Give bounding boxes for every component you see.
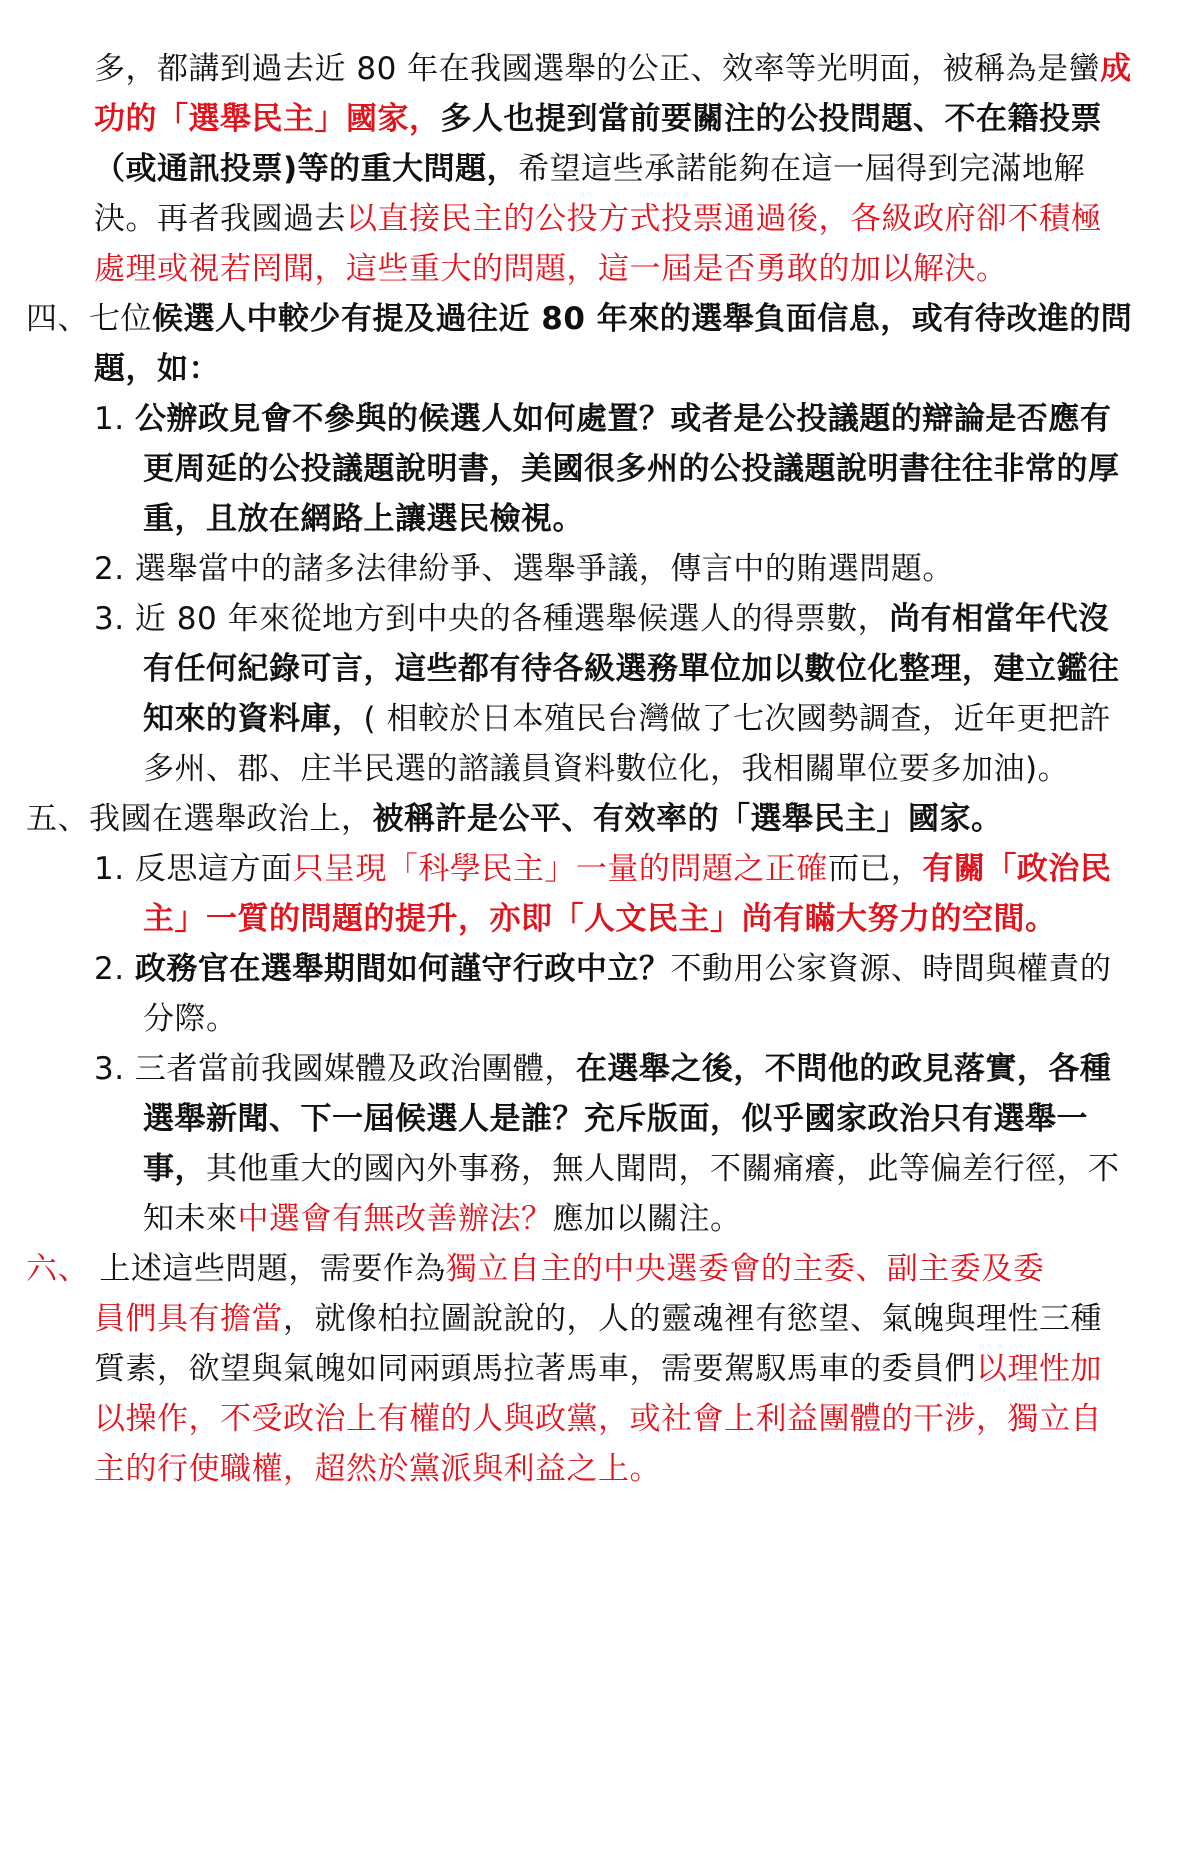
text-line — [94, 1444, 661, 1494]
body-text: 重，且放在網路上讓選民檢視。 — [143, 501, 584, 537]
body-text: ( 相較於日本殖民台灣做了七次國勢調查，近年更把許 — [363, 701, 1111, 737]
text-line — [143, 444, 1120, 494]
body-text: 有任何紀錄可言，這些都有待各級選務單位加以數位化整理，建立鑑往 — [143, 651, 1120, 687]
text-line — [143, 644, 1120, 694]
body-text: 2. 選舉當中的諸多法律紛爭、選舉爭議，傳言中的賄選問題。 — [94, 551, 954, 587]
body-text: 知未來 — [143, 1201, 238, 1237]
highlighted-text: 功的「選舉民主」國家， — [94, 101, 441, 137]
body-text: （或通訊投票)等的重大問題， — [94, 151, 519, 187]
highlighted-text: 以直接民主的公投方式投票通過後，各級政府卻不積極 — [346, 201, 1102, 237]
text-line — [94, 344, 220, 394]
body-text: 多人也提到當前要關注的公投問題、不在籍投票 — [440, 101, 1102, 137]
body-text: 分際。 — [143, 1001, 238, 1037]
text-line — [94, 244, 1008, 294]
text-line — [143, 894, 1057, 944]
body-text: 被稱許是公平、有效率的「選舉民主」國家。 — [372, 801, 1003, 837]
text-line — [94, 44, 1132, 94]
body-text: 多州、郡、庄半民選的諮議員資料數位化，我相關單位要多加油)。 — [143, 751, 1070, 787]
highlighted-text: 獨立自主的中央選委會的主委、副主委及委 — [445, 1251, 1045, 1287]
body-text: 在選舉之後，不問他的政見落實，各種 — [575, 1051, 1112, 1087]
text-line — [94, 1294, 1102, 1344]
text-line — [143, 1094, 1088, 1144]
body-text: 3. 三者當前我國媒體及政治團體， — [94, 1051, 576, 1087]
highlighted-text: 以操作，不受政治上有權的人與政黨，或社會上利益團體的干涉，獨立自 — [94, 1401, 1102, 1437]
body-text: 尚有相當年代沒 — [889, 601, 1110, 637]
text-line — [94, 1044, 1111, 1094]
text-line — [94, 594, 1110, 644]
body-text: 不動用公家資源、時間與權責的 — [670, 951, 1112, 987]
body-text: 知來的資料庫， — [143, 701, 364, 737]
body-text: 1. — [94, 401, 135, 437]
highlighted-text: 只呈現「科學民主」一量的問題之正確 — [292, 851, 828, 887]
highlighted-text: 主」一質的問題的提升，亦即「人文民主」尚有瞞大努力的空間。 — [143, 901, 1057, 937]
highlighted-text: 員們具有擔當 — [94, 1301, 283, 1337]
body-text: 公辦政見會不參與的候選人如何處置？或者是公投議題的辯論是否應有 — [134, 401, 1112, 437]
text-line — [94, 1344, 1102, 1394]
highlighted-text: 六、 — [26, 1251, 89, 1287]
text-line — [143, 1194, 742, 1244]
text-line — [143, 1144, 1120, 1194]
text-line — [94, 1394, 1102, 1444]
text-line — [143, 494, 584, 544]
text-line — [26, 1244, 1044, 1294]
body-text: 質素，欲望與氣魄如同兩頭馬拉著馬車，需要駕馭馬車的委員們 — [94, 1351, 976, 1387]
text-line — [143, 694, 1111, 744]
text-line — [94, 144, 1085, 194]
body-text: 上述這些問題，需要作為 — [89, 1251, 446, 1287]
body-text: 應加以關注。 — [552, 1201, 742, 1237]
body-text: 其他重大的國內外事務，無人聞問，不關痛癢，此等偏差行徑，不 — [206, 1151, 1120, 1187]
body-text: 四、七位 — [26, 301, 152, 337]
text-line — [94, 194, 1102, 244]
text-line — [94, 94, 1102, 144]
body-text: 更周延的公投議題說明書，美國很多州的公投議題說明書往往非常的厚 — [143, 451, 1120, 487]
body-text: 多，都講到過去近 80 年在我國選舉的公正、效率等光明面，被稱為是蠻 — [94, 51, 1101, 87]
highlighted-text: 處理或視若罔聞，這些重大的問題，這一屆是否勇敢的加以解決。 — [94, 251, 1008, 287]
body-text: 2. — [94, 951, 135, 987]
text-line — [26, 794, 1003, 844]
text-line — [143, 744, 1069, 794]
text-line — [143, 994, 238, 1044]
highlighted-text: 中選會有無改善辦法？ — [237, 1201, 553, 1237]
body-text: 選舉新聞、下一屆候選人是誰？充斥版面，似乎國家政治只有選舉一 — [143, 1101, 1088, 1137]
text-line — [94, 544, 954, 594]
highlighted-text: 有關「政治民 — [922, 851, 1112, 887]
body-text: 1. 反思這方面 — [94, 851, 293, 887]
body-text: 事， — [143, 1151, 206, 1187]
body-text: 希望這些承諾能夠在這一屆得到完滿地解 — [518, 151, 1086, 187]
highlighted-text: 以理性加 — [976, 1351, 1102, 1387]
body-text: 候選人中較少有提及過往近 80 年來的選舉負面信息，或有待改進的問 — [152, 301, 1133, 337]
body-text: ，就像柏拉圖說說的，人的靈魂裡有慾望、氣魄與理性三種 — [283, 1301, 1102, 1337]
body-text: 決。再者我國過去 — [94, 201, 346, 237]
text-line — [26, 294, 1132, 344]
body-text: 五、我國在選舉政治上， — [26, 801, 373, 837]
highlighted-text: 成 — [1100, 51, 1132, 87]
body-text: 題，如： — [94, 351, 220, 387]
highlighted-text: 主的行使職權，超然於黨派與利益之上。 — [94, 1451, 661, 1487]
text-line — [94, 394, 1111, 444]
body-text: 3. 近 80 年來從地方到中央的各種選舉候選人的得票數， — [94, 601, 890, 637]
text-line — [94, 844, 1111, 894]
body-text: 而已， — [827, 851, 923, 887]
text-line — [94, 944, 1111, 994]
body-text: 政務官在選舉期間如何謹守行政中立？ — [134, 951, 671, 987]
